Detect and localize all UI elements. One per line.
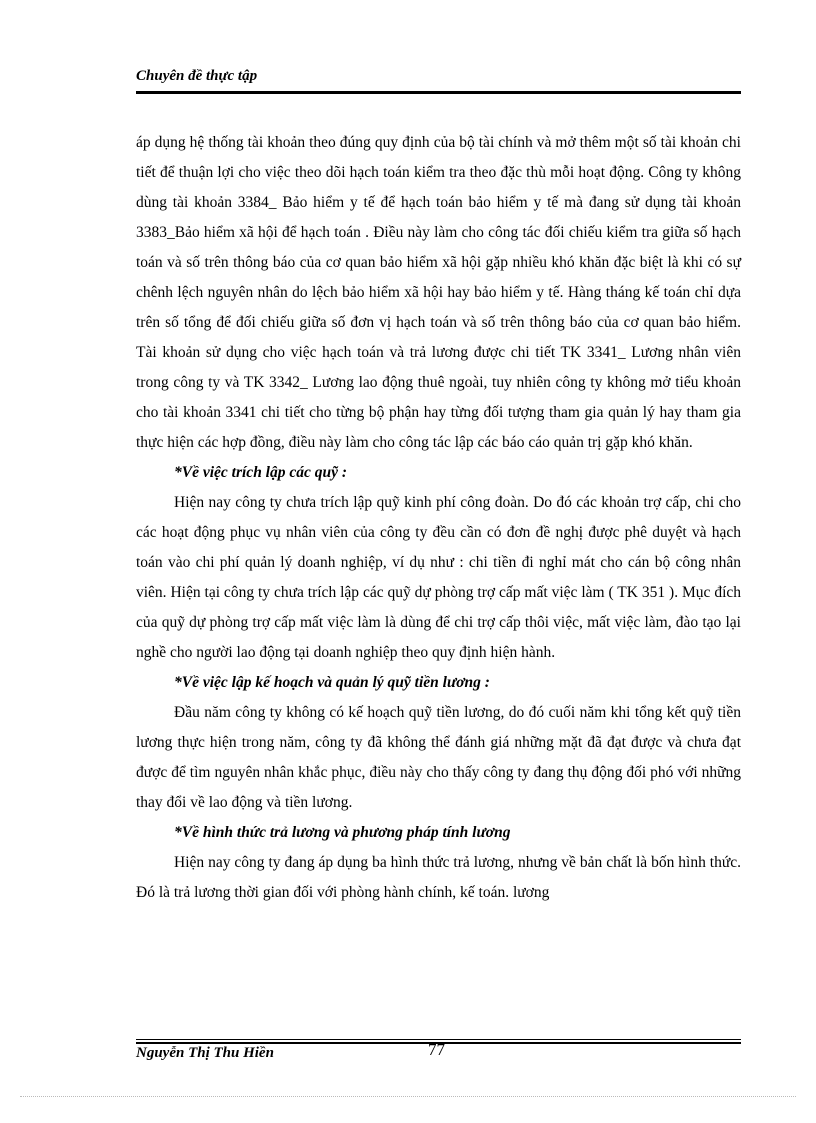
section-heading-fund-appropriation: *Về việc trích lập các quỹ : xyxy=(174,464,348,481)
page-header-title: Chuyên đề thực tập xyxy=(136,68,258,84)
page-boundary-dots xyxy=(20,1096,796,1097)
paragraph-fund-appropriation: Hiện nay công ty chưa trích lập quỹ kinh phí công đoàn. Do đó các khoản trợ cấp, chi cho các hoạt động phục vụ nhân viên của công ty đều cần có đơn đề nghị được phê duyệt và hạch toán vào chi phí quản lý doanh nghiệp, ví dụ như : chi tiền đi nghỉ mát cho cán bộ công nhân viên. Hiện tại công ty chưa trích lập các quỹ dự phòng trợ cấp mất việc làm ( TK 351 ). Mục đích của quỹ dự phòng trợ cấp mất việc làm là dùng để chi trợ cấp thôi việc, mất việc làm, đào tạo lại nghề cho người lao động tại doanh nghiệp theo quy định hiện hành. xyxy=(136,494,741,661)
footer-author: Nguyễn Thị Thu Hiền xyxy=(136,1045,274,1061)
section-heading-wage-fund-planning: *Về việc lập kế hoạch và quản lý quỹ tiền lương : xyxy=(174,674,490,691)
page-number: 77 xyxy=(428,1040,445,1059)
document-body xyxy=(136,128,741,908)
paragraph-wage-fund-planning: Đầu năm công ty không có kế hoạch quỹ tiền lương, do đó cuối năm khi tổng kết quỹ tiền lương thực hiện trong năm, công ty đã không thể đánh giá những mặt đã đạt được và chưa đạt được để tìm nguyên nhân khắc phục, điều này cho thấy công ty đang thụ động đối phó với những thay đổi về lao động và tiền lương. xyxy=(136,704,741,811)
section-heading-payment-methods: *Về hình thức trả lương và phương pháp tính lương xyxy=(174,824,511,841)
header-rule xyxy=(136,91,741,94)
paragraph-accounting-issues: áp dụng hệ thống tài khoản theo đúng quy định của bộ tài chính và mở thêm một số tài khoản chi tiết để thuận lợi cho việc theo dõi hạch toán kiểm tra theo đặc thù mỗi hoạt động. Công ty không dùng tài khoản 3384_ Bảo hiểm y tế để hạch toán bảo hiểm y tế mà đang sử dụng tài khoản 3383_Bảo hiểm xã hội để hạch toán . Điều này làm cho công tác đối chiếu kiểm tra giữa số hạch toán và số trên thông báo của cơ quan bảo hiểm xã hội gặp nhiều khó khăn đặc biệt là khi có sự chênh lệch nguyên nhân do lệch bảo hiểm xã hội hay bảo hiểm y tế. Hàng tháng kế toán chỉ dựa trên số tổng để đối chiếu giữa số đơn vị hạch toán và số trên thông báo của cơ quan bảo hiểm. Tài khoản sử dụng cho việc hạch toán và trả lương được chi tiết TK 3341_ Lương nhân viên trong công ty và TK 3342_ Lương lao động thuê ngoài, tuy nhiên công ty không mở tiểu khoản cho tài khoản 3341 chi tiết cho từng bộ phận hay từng đối tượng tham gia quản lý hay tham gia thực hiện các hợp đồng, điều này làm cho công tác lập các báo cáo quản trị gặp khó khăn. xyxy=(136,134,741,451)
paragraph-payment-methods: Hiện nay công ty đang áp dụng ba hình thức trả lương, nhưng về bản chất là bốn hình thức. Đó là trả lương thời gian đối với phòng hành chính, kế toán. lương xyxy=(136,854,741,901)
